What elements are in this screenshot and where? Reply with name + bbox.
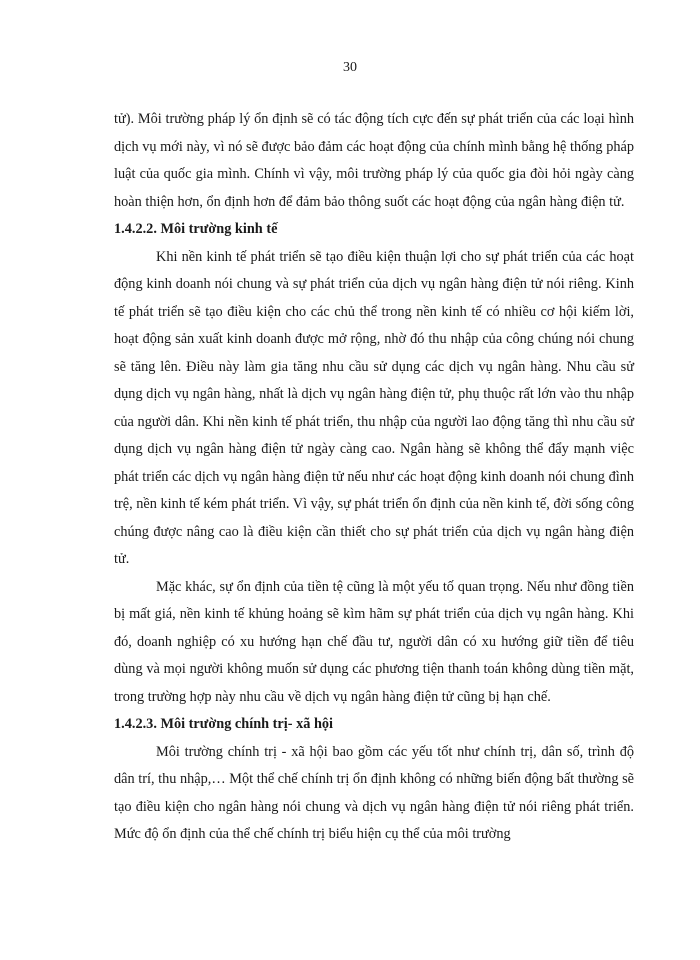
- page-content: [114, 106, 634, 849]
- paragraph-political-social: Môi trường chính trị - xã hội bao gồm các yếu tốt như chính trị, dân số, trình độ dân trí, thu nhập,… Một thể chế chính trị ổn định không có những biến động bất thường sẽ tạo điều kiện cho ngân hàng nói chung và dịch vụ ngân hàng điện tử nói riêng phát triển. Mức độ ổn định của thể chế chính trị biểu hiện cụ thể của môi trường: [114, 743, 634, 842]
- section-heading-economic-env: 1.4.2.2. Môi trường kinh tế: [114, 221, 278, 237]
- section-heading-political-social-env: 1.4.2.3. Môi trường chính trị- xã hội: [114, 716, 334, 732]
- page-number: 30: [343, 60, 357, 75]
- paragraph-economic-growth: Khi nền kinh tế phát triển sẽ tạo điều kiện thuận lợi cho sự phát triển của các hoạt động kinh doanh nói chung và sự phát triển của dịch vụ ngân hàng điện tử nói riêng. Kinh tế phát triển sẽ tạo điều kiện cho các chủ thể trong nền kinh tế có nhiều cơ hội kiếm lời, hoạt động sản xuất kinh doanh được mở rộng, nhờ đó thu nhập của công chúng nói chung sẽ tăng lên. Điều này làm gia tăng nhu cầu sử dụng các dịch vụ ngân hàng. Nhu cầu sử dụng dịch vụ ngân hàng, nhất là dịch vụ ngân hàng điện tử, phụ thuộc rất lớn vào thu nhập của người dân. Khi nền kinh tế phát triển, thu nhập của người lao động tăng thì nhu cầu sử dụng dịch vụ ngân hàng điện tử ngày càng cao. Ngân hàng sẽ không thể đẩy mạnh việc phát triển các dịch vụ ngân hàng điện tử nếu như các hoạt động kinh doanh nói chung đình trệ, nền kinh tế kém phát triển. Vì vậy, sự phát triển ổn định của nền kinh tế, đời sống công chúng được nâng cao là điều kiện cần thiết cho sự phát triển của dịch vụ ngân hàng điện tử.: [114, 248, 634, 567]
- paragraph-currency-stability: Mặc khác, sự ổn định của tiền tệ cũng là một yếu tố quan trọng. Nếu như đồng tiền bị mất giá, nền kinh tế khủng hoảng sẽ kìm hãm sự phát triển của dịch vụ ngân hàng. Khi đó, doanh nghiệp có xu hướng hạn chế đầu tư, người dân có xu hướng giữ tiền để tiêu dùng và mọi người không muốn sử dụng các phương tiện thanh toán không dùng tiền mặt, trong trường hợp này nhu cầu về dịch vụ ngân hàng điện tử cũng bị hạn chế.: [114, 578, 634, 705]
- paragraph-legal-env-continuation: tử). Môi trường pháp lý ổn định sẽ có tác động tích cực đến sự phát triển của các loại hình dịch vụ mới này, vì nó sẽ được bảo đảm các hoạt động của chính mình bằng hệ thống pháp luật của quốc gia mình. Chính vì vậy, môi trường pháp lý của quốc gia đòi hỏi ngày càng hoàn thiện hơn, ổn định hơn để đảm bảo thông suốt các hoạt động của ngân hàng điện tử.: [114, 111, 634, 210]
